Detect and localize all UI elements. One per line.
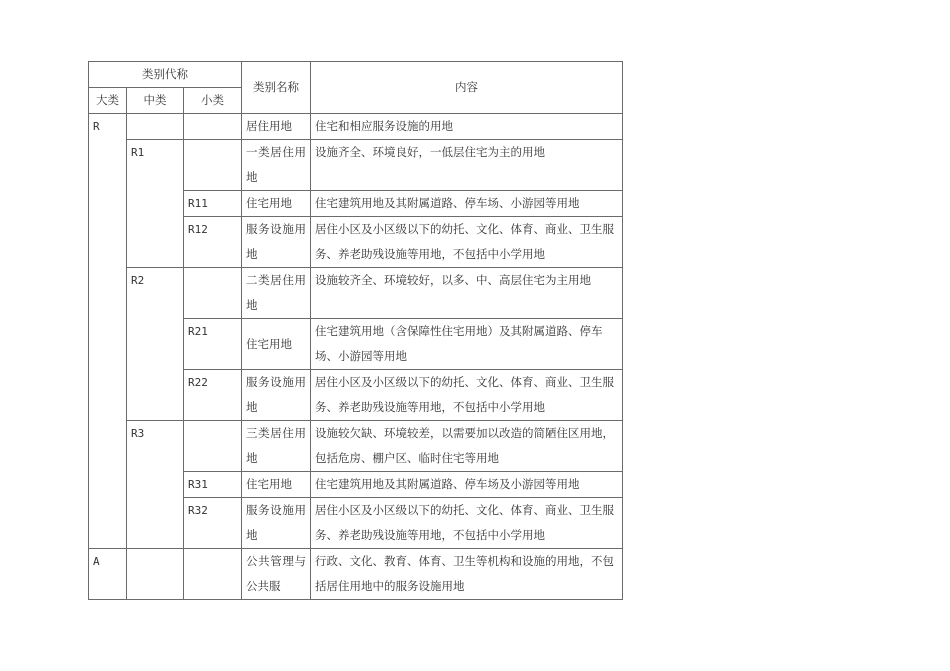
- category-content: 设施较欠缺、环境较差，以需要加以改造的简陋住区用地，包括危房、棚户区、临时住宅等用地: [315, 426, 614, 465]
- category-content: 住宅建筑用地及其附属道路、停车场及小游园等用地: [315, 477, 580, 491]
- category-content: 住宅和相应服务设施的用地: [315, 119, 453, 133]
- medium-code-cell: R3: [127, 421, 184, 549]
- header-content: 内容: [311, 62, 623, 114]
- header-code-group: 类别代称: [89, 62, 242, 88]
- category-name-cell: [242, 549, 311, 600]
- category-name: 公共管理与公共服: [246, 554, 306, 593]
- content-cell: [311, 370, 623, 421]
- category-name: 居住用地: [246, 119, 292, 133]
- table-row: [89, 549, 623, 600]
- content-cell: [311, 268, 623, 319]
- medium-code-cell: [127, 114, 184, 140]
- category-name: 住宅用地: [246, 477, 292, 491]
- category-content: 居住小区及小区级以下的幼托、文化、体育、商业、卫生服务、养老助残设施等用地，不包括中小学用地: [315, 222, 614, 261]
- category-content: 设施齐全、环境良好，一低层住宅为主的用地: [315, 145, 545, 159]
- table-row: [89, 140, 623, 191]
- minor-code-cell: [184, 549, 242, 600]
- content-cell: [311, 140, 623, 191]
- category-content: 居住小区及小区级以下的幼托、文化、体育、商业、卫生服务、养老助残设施等用地，不包括中小学用地: [315, 503, 614, 542]
- category-name-cell: [242, 472, 311, 498]
- category-name: 住宅用地: [246, 196, 292, 210]
- category-name-cell: [242, 421, 311, 472]
- minor-code-cell: [184, 140, 242, 191]
- category-name: 服务设施用地: [246, 375, 306, 414]
- header-major: 大类: [89, 88, 127, 114]
- table-row: [89, 114, 623, 140]
- minor-code-cell: R22: [184, 370, 242, 421]
- medium-code-cell: R1: [127, 140, 184, 268]
- content-cell: [311, 191, 623, 217]
- category-content: 设施较齐全、环境较好，以多、中、高层住宅为主用地: [315, 273, 591, 287]
- category-name-cell: [242, 114, 311, 140]
- content-cell: [311, 421, 623, 472]
- minor-code-cell: R12: [184, 217, 242, 268]
- category-name-cell: [242, 370, 311, 421]
- category-name: 三类居住用地: [246, 426, 306, 465]
- minor-code-cell: [184, 268, 242, 319]
- minor-code-cell: [184, 421, 242, 472]
- category-name: 服务设施用地: [246, 503, 306, 542]
- content-cell: [311, 498, 623, 549]
- minor-code-cell: R31: [184, 472, 242, 498]
- content-cell: [311, 549, 623, 600]
- category-name: 一类居住用地: [246, 145, 306, 184]
- category-content: 行政、文化、教育、体育、卫生等机构和设施的用地，不包括居住用地中的服务设施用地: [315, 554, 614, 593]
- land-use-classification-table: [88, 61, 623, 600]
- header-row-1: [89, 62, 623, 88]
- medium-code-cell: [127, 549, 184, 600]
- header-name: 类别名称: [242, 62, 311, 114]
- category-content: 居住小区及小区级以下的幼托、文化、体育、商业、卫生服务、养老助残设施等用地，不包括中小学用地: [315, 375, 614, 414]
- major-code-cell: R: [89, 114, 127, 549]
- category-content: 住宅建筑用地及其附属道路、停车场、小游园等用地: [315, 196, 580, 210]
- major-code-cell: A: [89, 549, 127, 600]
- medium-code-cell: R2: [127, 268, 184, 421]
- content-cell: [311, 114, 623, 140]
- minor-code-cell: R32: [184, 498, 242, 549]
- category-name-cell: [242, 191, 311, 217]
- header-medium: 中类: [127, 88, 184, 114]
- category-name: 二类居住用地: [246, 273, 306, 312]
- content-cell: [311, 217, 623, 268]
- table-row: [89, 268, 623, 319]
- category-name-cell: [242, 498, 311, 549]
- category-name-cell: [242, 217, 311, 268]
- category-name: 服务设施用地: [246, 222, 306, 261]
- minor-code-cell: R21: [184, 319, 242, 370]
- minor-code-cell: R11: [184, 191, 242, 217]
- header-minor: 小类: [184, 88, 242, 114]
- category-name-cell: [242, 268, 311, 319]
- minor-code-cell: [184, 114, 242, 140]
- table-row: [89, 421, 623, 472]
- category-name: 住宅用地: [246, 336, 292, 351]
- category-content: 住宅建筑用地（含保障性住宅用地）及其附属道路、停车场、小游园等用地: [315, 324, 603, 363]
- content-cell: [311, 472, 623, 498]
- category-name-cell: [242, 319, 311, 370]
- category-name-cell: [242, 140, 311, 191]
- content-cell: [311, 319, 623, 370]
